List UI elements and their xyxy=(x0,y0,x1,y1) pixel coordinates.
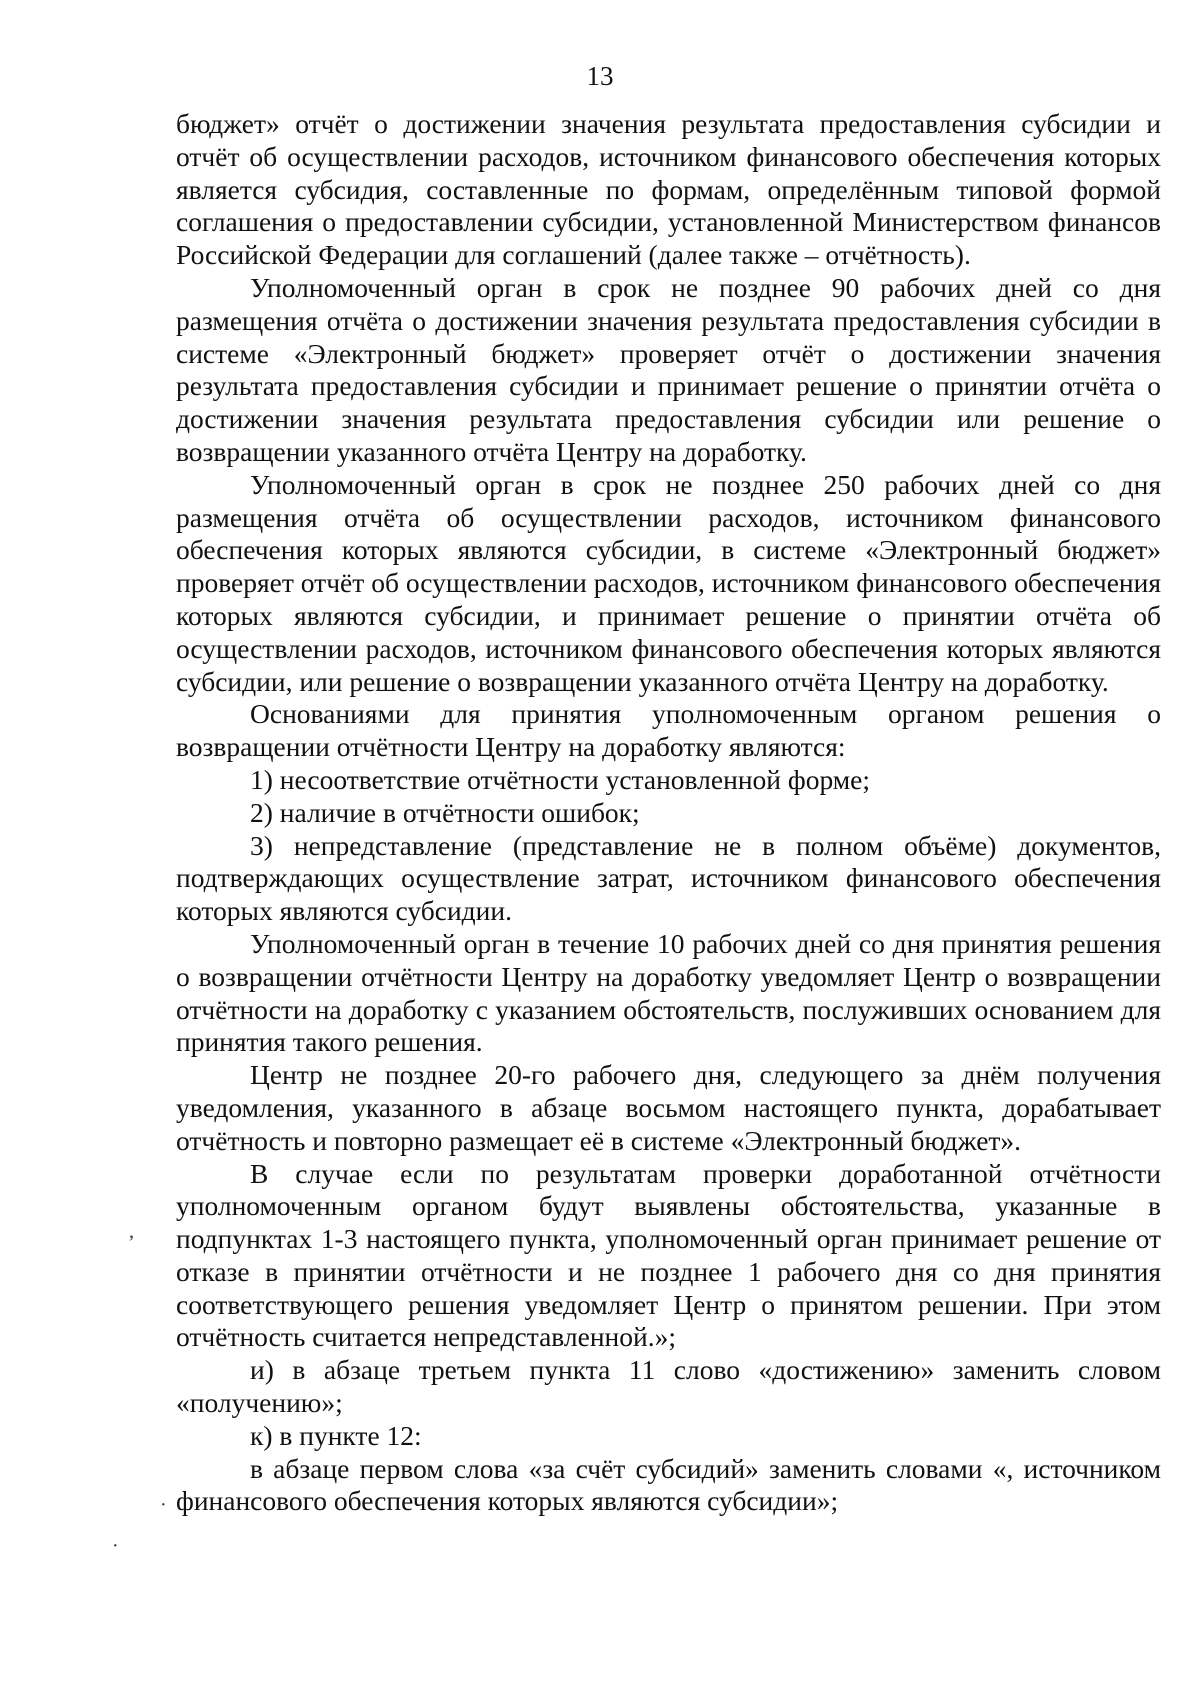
paragraph-3: Уполномоченный орган в срок не позднее 250 рабочих дней со дня размещения отчёта об осуществлении расходов, источником финансового обеспечения которых являются субсидии, в системе «Электронный бюджет» проверяет отчёт об осуществлении расходов, источником финансового обеспечения которых являются субсидии, и принимает решение о принятии отчёта об осуществлении расходов, источником финансового обеспечения которых являются субсидии, или решение о возвращении указанного отчёта Центру на доработку. xyxy=(176,468,1161,697)
paragraph-7: В случае если по результатам проверки доработанной отчётности уполномоченным органом будут выявлены обстоятельства, указанные в подпунктах 1-3 настоящего пункта, уполномоченный орган принимает решение от отказе в принятии отчётности и не позднее 1 рабочего дня со дня принятия соответствующего решения уведомляет Центр о принятом решении. При этом отчётность считается непредставленной.»; xyxy=(176,1157,1161,1353)
paragraph-9: к) в пункте 12: xyxy=(250,1419,422,1451)
list-item-2: 2) наличие в отчётности ошибок; xyxy=(250,796,640,828)
paragraph-5: Уполномоченный орган в течение 10 рабочих дней со дня принятия решения о возвращении отчётности Центру на доработку уведомляет Центр о возвращении отчётности на доработку с указанием обстоятельств, послуживших основанием для принятия такого решения. xyxy=(176,927,1161,1058)
scan-mark: ʼ xyxy=(128,1232,135,1254)
paragraph-4: Основаниями для принятия уполномоченным органом решения о возвращении отчётности Центру на доработку являются: xyxy=(176,698,1161,763)
document-body xyxy=(176,108,1161,1518)
paragraph-6: Центр не позднее 20-го рабочего дня, следующего за днём получения уведомления, указанного в абзаце восьмом настоящего пункта, дорабатывает отчётность и повторно размещает её в системе «Электронный бюджет». xyxy=(176,1059,1161,1156)
list-item-1: 1) несоответствие отчётности установленной форме; xyxy=(250,763,871,795)
list-item-3: 3) непредставление (представление не в полном объёме) документов, подтверждающих осуществление затрат, источником финансового обеспечения которых являются субсидии. xyxy=(176,829,1161,927)
scan-mark: · xyxy=(160,1494,167,1516)
paragraph-8: и) в абзаце третьем пункта 11 слово «достижению» заменить словом «получению»; xyxy=(176,1354,1161,1419)
page-number: 13 xyxy=(586,61,614,91)
paragraph-2: Уполномоченный орган в срок не позднее 90 рабочих дней со дня размещения отчёта о достижении значения результата предоставления субсидии в системе «Электронный бюджет» проверяет отчёт о достижении значения результата предоставления субсидии и принимает решение о принятии отчёта о достижении значения результата предоставления субсидии или решение о возвращении указанного отчёта Центру на доработку. xyxy=(176,271,1161,467)
scan-mark: · xyxy=(112,1535,119,1557)
paragraph-1: бюджет» отчёт о достижении значения результата предоставления субсидии и отчёт об осуществлении расходов, источником финансового обеспечения которых является субсидия, составленные по формам, определённым типовой формой соглашения о предоставлении субсидии, установленной Министерством финансов Российской Федерации для соглашений (далее также – отчётность). xyxy=(176,108,1161,271)
paragraph-10: в абзаце первом слова «за счёт субсидий» заменить словами «, источником финансового обеспечения которых являются субсидии»; xyxy=(176,1452,1161,1517)
